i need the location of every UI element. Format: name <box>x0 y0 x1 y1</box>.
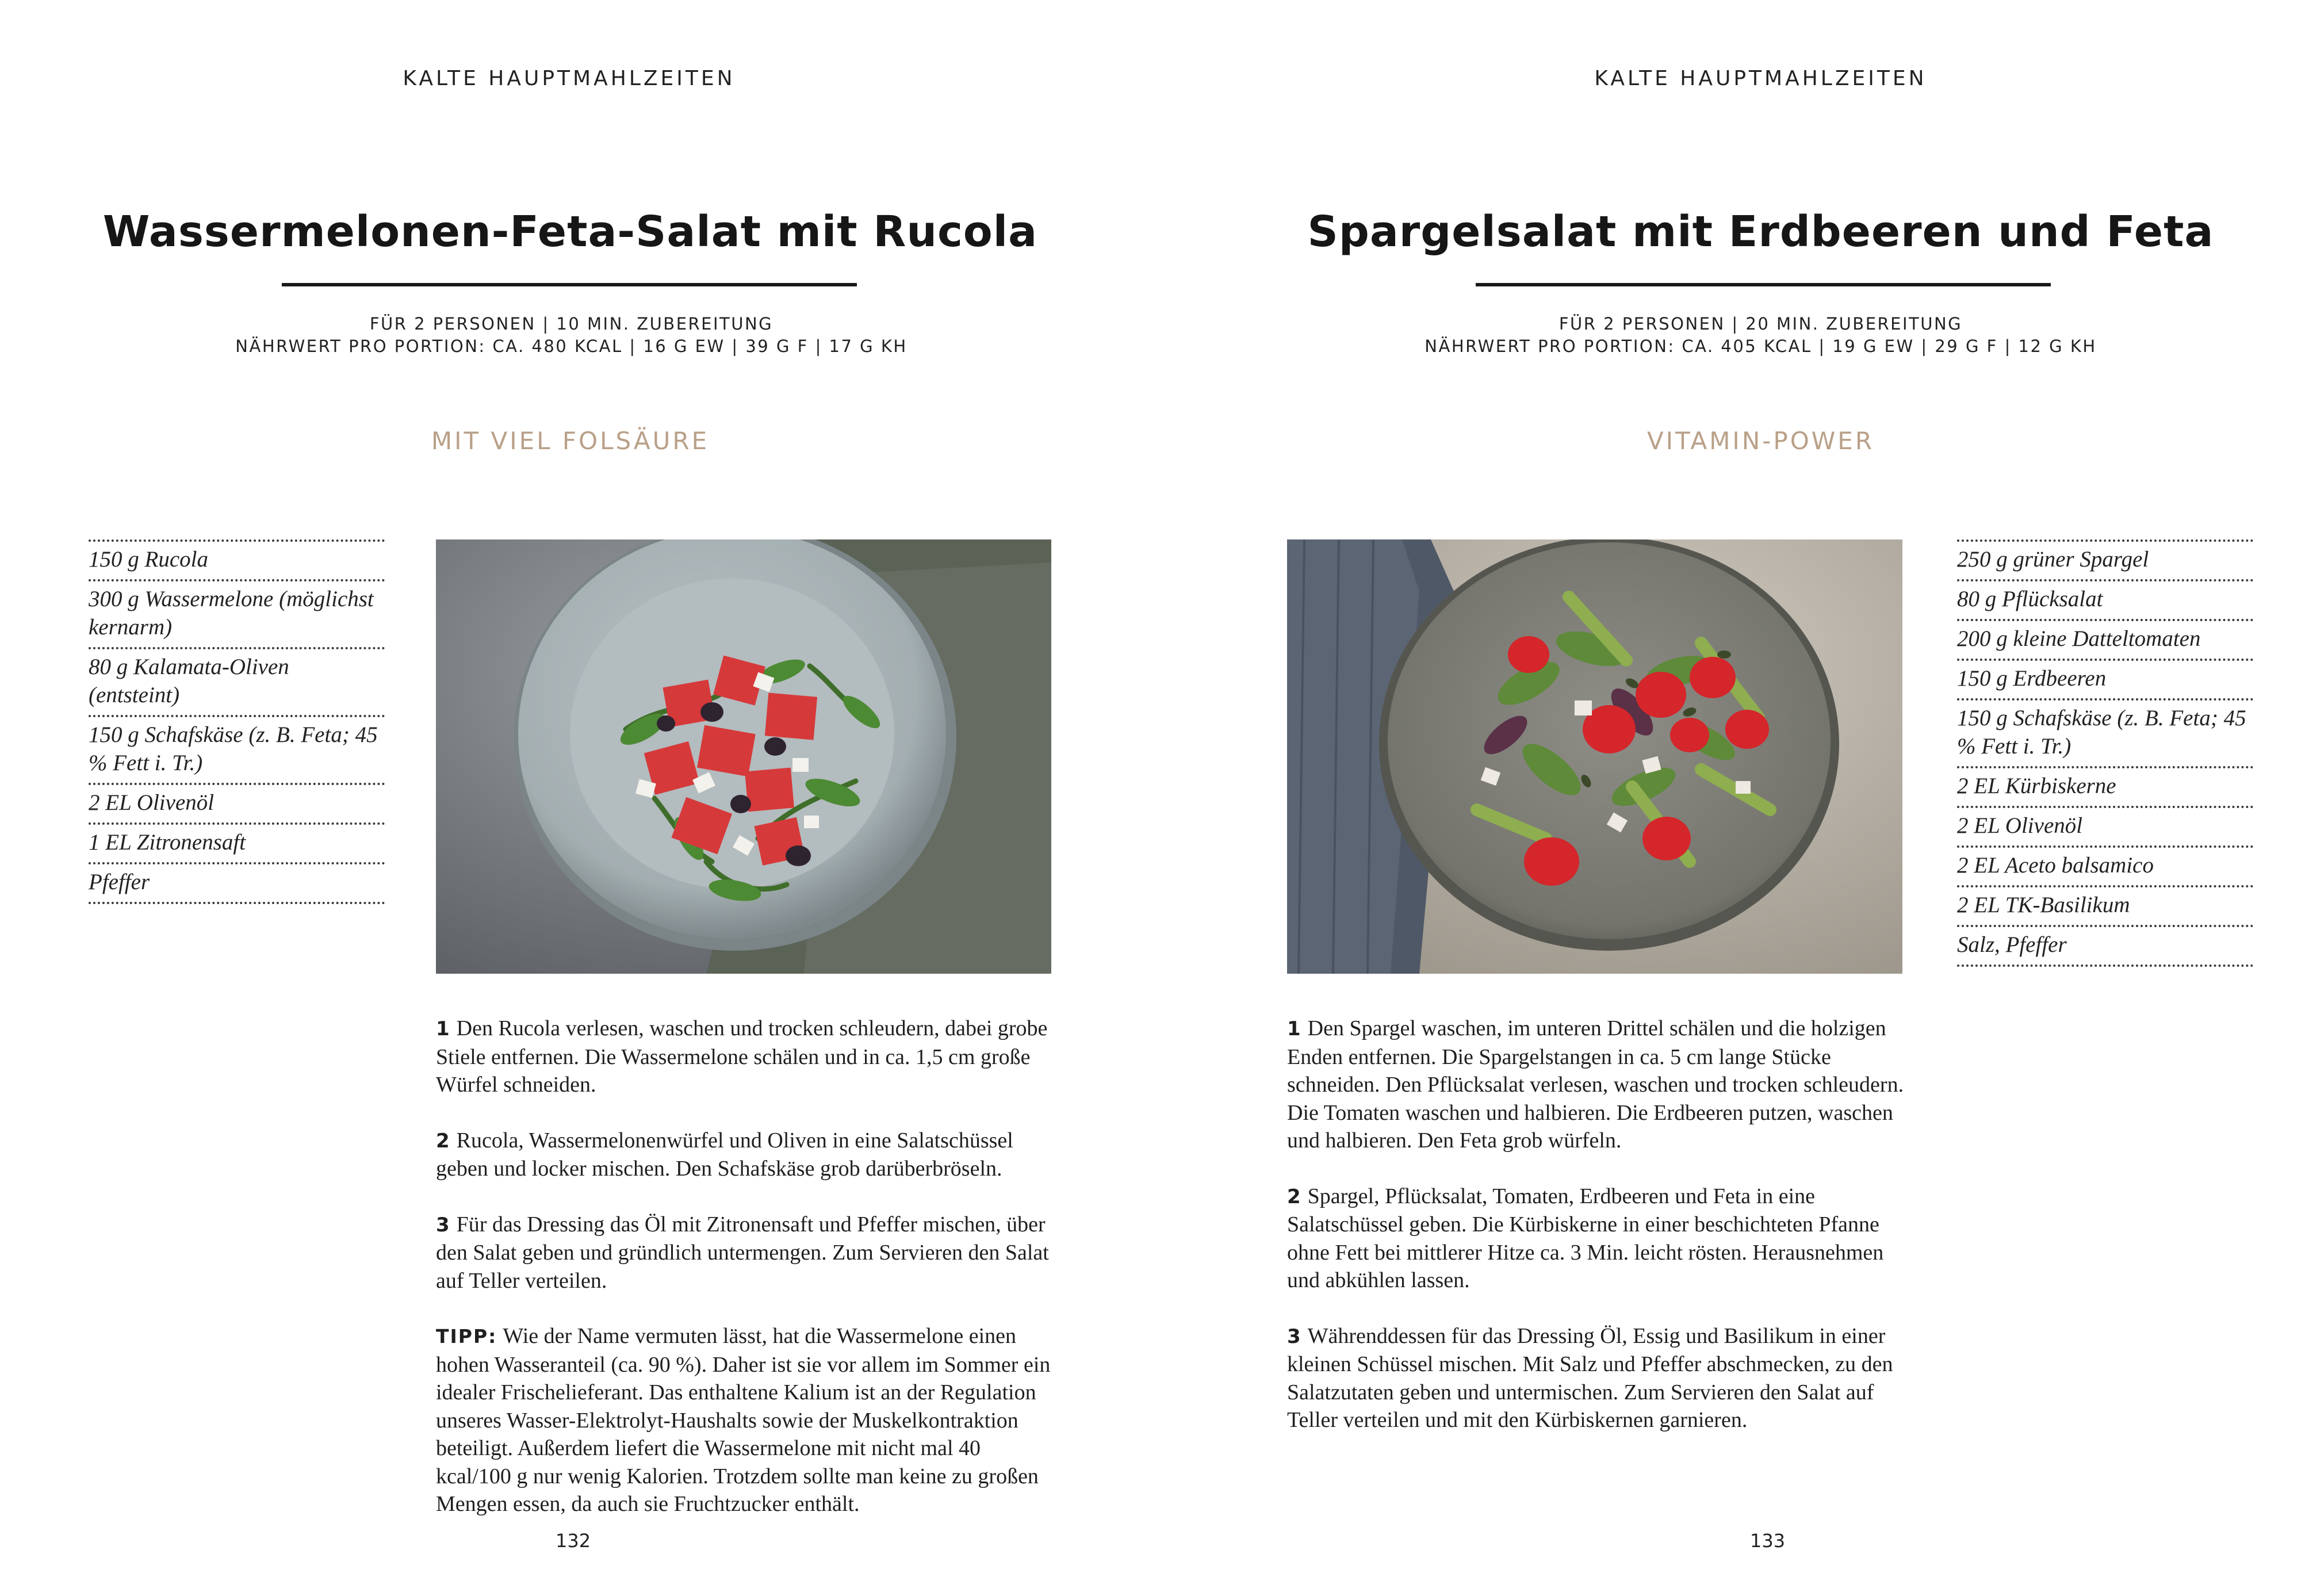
running-head: KALTE HAUPTMAHLZEITEN <box>1594 67 1927 90</box>
ingredient-item: 80 g Kalamata-Oliven (entsteint) <box>89 647 385 715</box>
ingredient-item: 200 g kleine Datteltomaten <box>1957 619 2253 659</box>
ingredient-item: 80 g Pflücksalat <box>1957 579 2253 619</box>
ingredient-item: 150 g Schafskäse (z. B. Feta; 45 % Fett i. Tr.) <box>89 715 385 783</box>
nutrition-info: NÄHRWERT PRO PORTION: CA. 405 KCAL | 19 G EW | 29 G F | 12 G KH <box>1425 336 2097 356</box>
step-number: 3 <box>1287 1325 1301 1348</box>
ingredient-list <box>1957 539 2253 967</box>
step-number: 2 <box>436 1129 450 1153</box>
page-number: 132 <box>556 1530 591 1552</box>
recipe-meta <box>0 313 1148 358</box>
recipe-title: Wassermelonen-Feta-Salat mit Rucola <box>102 207 1038 257</box>
title-rule <box>1476 283 2051 286</box>
ingredient-item: 2 EL Aceto balsamico <box>1957 845 2253 885</box>
ingredient-item: 2 EL Olivenöl <box>1957 806 2253 845</box>
step-number: 3 <box>436 1213 450 1237</box>
recipe-steps <box>436 1015 1057 1546</box>
step-text: Den Rucola verlesen, waschen und trocken schleudern, dabei grobe Stiele entfernen. Die Wassermelone schälen und in ca. 1,5 cm große Würfel schneiden. <box>436 1016 1048 1097</box>
servings-time: FÜR 2 PERSONEN | 20 MIN. ZUBEREITUNG <box>1559 314 1963 334</box>
title-rule <box>282 283 857 286</box>
step-2 <box>1287 1182 1908 1295</box>
step-number: 1 <box>436 1017 450 1040</box>
step-number: 2 <box>1287 1185 1301 1208</box>
recipe-tagline: VITAMIN-POWER <box>1646 427 1875 455</box>
left-page <box>0 0 1154 1596</box>
recipe-steps <box>1287 1015 1908 1462</box>
step-1 <box>1287 1015 1908 1155</box>
ingredient-item: 150 g Rucola <box>89 539 385 579</box>
ingredient-item: Salz, Pfeffer <box>1957 925 2253 965</box>
step-3 <box>436 1211 1057 1295</box>
tip-text: Wie der Name vermuten lässt, hat die Wassermelone einen hohen Wasseranteil (ca. 90 %). Daher ist sie vor allem im Sommer ein idealer Frischelieferant. Das enthaltene Kalium ist an der Regulation unseres Wasser-Elektrolyt-Haushalts sowie der Muskelkontraktion beteiligt. Außerdem liefert die Wassermelone mit nicht mal 40 kcal/100 g nur wenig Kalorien. Trotzdem sollte man keine zu großen Mengen essen, da auch sie Fruchtzucker enthält. <box>436 1324 1051 1516</box>
ingredient-list-end-rule <box>1957 965 2253 967</box>
running-head: KALTE HAUPTMAHLZEITEN <box>403 67 736 90</box>
tip-label: TIPP: <box>436 1325 497 1348</box>
ingredient-list <box>89 539 385 904</box>
page-number: 133 <box>1750 1530 1786 1552</box>
tip <box>436 1322 1057 1518</box>
recipe-title: Spargelsalat mit Erdbeeren und Feta <box>1307 207 2214 257</box>
ingredient-item: 150 g Schafskäse (z. B. Feta; 45 % Fett i. Tr.) <box>1957 698 2253 766</box>
asparagus-salad-photo <box>1287 539 1902 974</box>
step-text: Den Spargel waschen, im unteren Drittel schälen und die holzigen Enden entfernen. Die Spargelstangen in ca. 5 cm lange Stücke schneiden. Den Pflücksalat verlesen, waschen und trocken schleudern. Die Tomaten waschen und halbieren. Die Erdbeeren putzen, waschen und halbieren. Den Feta grob würfeln. <box>1287 1016 1904 1153</box>
ingredient-item: 1 EL Zitronensaft <box>89 822 385 862</box>
ingredient-item: 250 g grüner Spargel <box>1957 539 2253 579</box>
recipe-meta <box>1184 313 2309 358</box>
ingredient-item: 2 EL TK-Basilikum <box>1957 885 2253 925</box>
ingredient-list-end-rule <box>89 902 385 904</box>
recipe-tagline: MIT VIEL FOLSÄURE <box>431 427 710 455</box>
watermelon-salad-photo <box>436 539 1051 974</box>
step-text: Rucola, Wassermelonenwürfel und Oliven in eine Salatschüssel geben und locker mischen. Den Schafskäse grob darüberbröseln. <box>436 1128 1013 1181</box>
ingredient-item: 300 g Wassermelone (möglichst kernarm) <box>89 579 385 647</box>
step-2 <box>436 1127 1057 1183</box>
step-3 <box>1287 1322 1908 1434</box>
right-page <box>1155 0 2309 1596</box>
ingredient-item: Pfeffer <box>89 862 385 902</box>
ingredient-item: 2 EL Kürbiskerne <box>1957 766 2253 806</box>
step-text: Spargel, Pflücksalat, Tomaten, Erdbeeren und Feta in eine Salatschüssel geben. Die Kürbiskerne in einer beschichteten Pfanne ohne Fett bei mittlerer Hitze ca. 3 Min. leicht rösten. Herausnehmen und abkühlen lassen. <box>1287 1184 1884 1292</box>
servings-time: FÜR 2 PERSONEN | 10 MIN. ZUBEREITUNG <box>369 314 774 334</box>
step-text: Währenddessen für das Dressing Öl, Essig und Basilikum in einer kleinen Schüssel mischen. Mit Salz und Pfeffer abschmecken, zu den Salatzutaten geben und untermischen. Zum Servieren den Salat auf Teller verteilen und mit den Kürbiskernen garnieren. <box>1287 1323 1893 1432</box>
ingredient-item: 150 g Erdbeeren <box>1957 659 2253 698</box>
step-1 <box>436 1015 1057 1099</box>
nutrition-info: NÄHRWERT PRO PORTION: CA. 480 KCAL | 16 G EW | 39 G F | 17 G KH <box>235 336 907 356</box>
step-text: Für das Dressing das Öl mit Zitronensaft und Pfeffer mischen, über den Salat geben und gründlich untermengen. Zum Servieren den Salat auf Teller verteilen. <box>436 1212 1049 1293</box>
step-number: 1 <box>1287 1017 1301 1040</box>
ingredient-item: 2 EL Olivenöl <box>89 783 385 822</box>
